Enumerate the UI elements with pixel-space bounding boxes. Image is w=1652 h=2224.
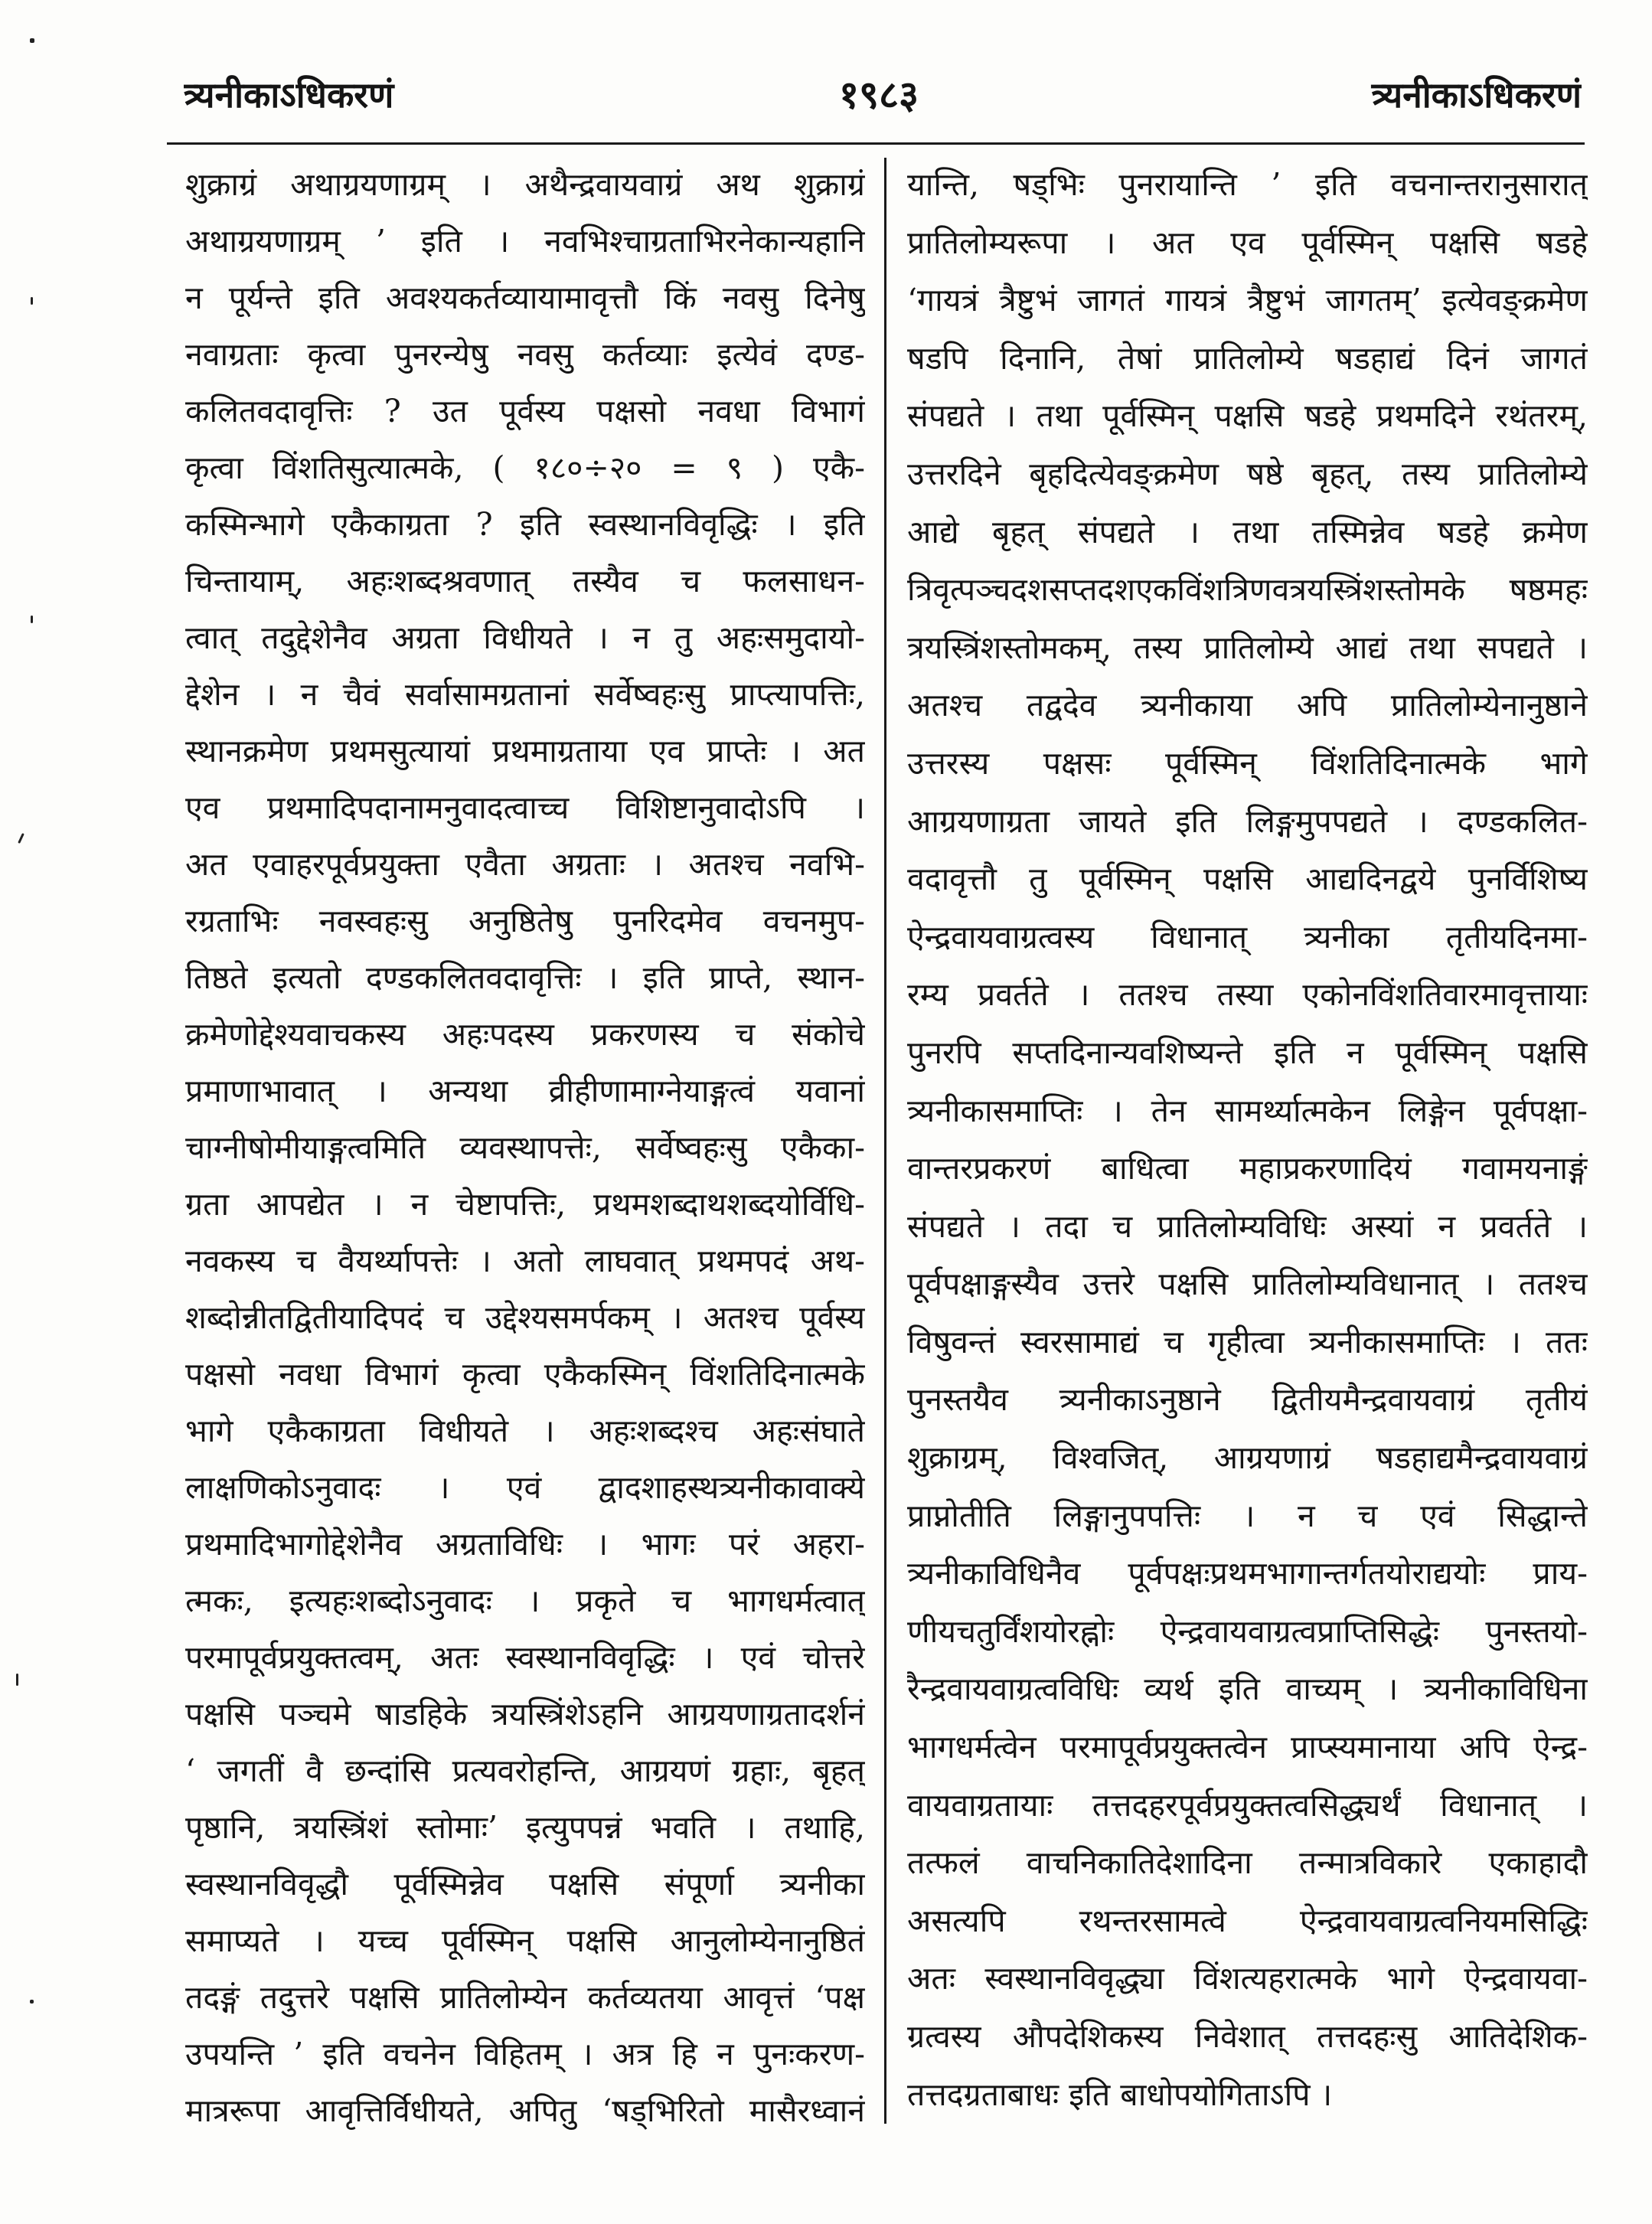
- text-line: रम्य प्रवर्तते । ततश्च तस्या एकोनविंशतिवारमावृत्तायाः: [907, 976, 1588, 1014]
- text-line: लाक्षणिकोऽनुवादः । एवं द्वादशाहस्थत्र्यनीकावाक्ये: [185, 1469, 865, 1506]
- text-line: प्रथमादिभागोद्देशेनैव अग्रताविधिः । भागः परं अहरा-: [185, 1526, 865, 1563]
- text-line: पुनरपि सप्तदिनान्यवशिष्यन्ते इति न पूर्वस्मिन् पक्षसि: [907, 1034, 1588, 1071]
- text-line: तत्फलं वाचनिकातिदेशादिना तन्मात्रविकारे एकाहादौ: [907, 1844, 1588, 1882]
- text-line: त्रिवृत्पञ्चदशसप्तदशएकविंशत्रिणवत्रयस्त्रिंशस्तोमके षष्ठमहः: [907, 571, 1588, 609]
- text-line: एव प्रथमादिपदानामनुवादत्वाच्च विशिष्टानुवादोऽपि ।: [185, 789, 865, 826]
- text-line: वायवाग्रतायाः तत्तदहरपूर्वप्रयुक्तत्वसिद्ध्यर्थं विधानात् ।: [907, 1786, 1588, 1824]
- text-line: आग्रयणाग्रता जायते इति लिङ्गमुपपद्यते । दण्डकलित-: [907, 802, 1588, 840]
- text-line: यान्ति, षड्भिः पुनरायान्ति ’ इति वचनान्तरानुसारात्: [907, 166, 1588, 203]
- text-line: तदङ्गं तदुत्तरे पक्षसि प्रातिलोम्येन कर्तव्यतया आवृत्तं ‘पक्ष: [185, 1979, 865, 2016]
- text-line: पक्षसि पञ्चमे षाडहिके त्रयस्त्रिंशेऽहनि आग्रयणाग्रतादर्शनं: [185, 1696, 865, 1732]
- text-line: कस्मिन्भागे एकैकाग्रता ? इति स्वस्थानविवृद्धिः । इति: [185, 506, 865, 543]
- running-head-left: त्र्यनीकाऽधिकरणं: [184, 74, 394, 116]
- text-line: कृत्वा विंशतिसुत्यात्मके, ( १८०÷२० = ९ ) एकै-: [185, 449, 865, 486]
- text-line: कलितवदावृत्तिः ? उत पूर्वस्य पक्षसो नवधा विभागं: [185, 393, 865, 429]
- text-line: क्रमेणोद्देश्यवाचकस्य अहःपदस्य प्रकरणस्य च संकोचे: [185, 1016, 865, 1053]
- text-line: वान्तरप्रकरणं बाधित्वा महाप्रकरणादियं गवामयनाङ्गं: [907, 1150, 1588, 1187]
- text-line: त्वात् तदुद्देशेनैव अग्रता विधीयते । न तु अहःसमुदायो-: [185, 619, 865, 656]
- column-divider: [884, 158, 886, 2124]
- text-line: भागधर्मत्वेन परमापूर्वप्रयुक्तत्वेन प्राप्स्यमानाया अपि ऐन्द्र-: [907, 1729, 1588, 1766]
- scan-speck: [31, 297, 33, 305]
- text-line: चिन्तायाम्, अहःशब्दश्रवणात् तस्यैव च फलसाधन-: [185, 563, 865, 599]
- text-line: उत्तरस्य पक्षसः पूर्वस्मिन् विंशतिदिनात्मके भागे: [907, 744, 1588, 782]
- text-line: अथाग्रयणाग्रम् ’ इति । नवभिश्चाग्रताभिरनेकान्यहानि: [185, 223, 865, 260]
- text-line: वदावृत्तौ तु पूर्वस्मिन् पक्षसि आद्यदिनद्वये पुनर्विशिष्य: [907, 861, 1588, 898]
- text-line: ग्रता आपद्येत । न चेष्टापत्तिः, प्रथमशब्दाथशब्दयोर्विधि-: [185, 1186, 865, 1223]
- text-line: द्देशेन । न चैवं सर्वासामग्रतानां सर्वेष्वहःसु प्राप्त्यापत्तिः,: [185, 676, 865, 713]
- text-line: विषुवन्तं स्वरसामाद्यं च गृहीत्वा त्र्यनीकासमाप्तिः । ततः: [907, 1323, 1588, 1360]
- text-line: पुनस्तयैव त्र्यनीकाऽनुष्ठाने द्वितीयमैन्द्रवायवाग्रं तृतीयं: [907, 1381, 1588, 1419]
- text-line: त्मकः, इत्यहःशब्दोऽनुवादः । प्रकृते च भागधर्मत्वात्: [185, 1582, 865, 1619]
- text-line: शुक्राग्रं अथाग्रयणाग्रम् । अथैन्द्रवायवाग्रं अथ शुक्राग्रं: [185, 166, 865, 203]
- text-line: अतः स्वस्थानविवृद्ध्या विंशत्यहरात्मके भागे ऐन्द्रवायवा-: [907, 1960, 1588, 1997]
- right-text-column: [907, 156, 1588, 2124]
- text-line: रग्रताभिः नवस्वहःसु अनुष्ठितेषु पुनरिदमेव वचनमुप-: [185, 903, 865, 939]
- text-line: संपद्यते । तथा पूर्वस्मिन् पक्षसि षडहे प्रथमदिने रथंतरम्,: [907, 397, 1588, 435]
- text-line: चाग्नीषोमीयाङ्गत्वमिति व्यवस्थापत्तेः, सर्वेष्वहःसु एकैका-: [185, 1129, 865, 1166]
- text-line: पक्षसो नवधा विभागं कृत्वा एकैकस्मिन् विंशतिदिनात्मके: [185, 1356, 865, 1393]
- text-line: षडपि दिनानि, तेषां प्रातिलोम्ये षडहाद्यं दिनं जागतं: [907, 339, 1588, 377]
- text-line: त्र्यनीकाविधिनैव पूर्वपक्षःप्रथमभागान्तर्गतयोराद्ययोः प्राय-: [907, 1555, 1588, 1592]
- text-line: ऐन्द्रवायवाग्रत्वस्य विधानात् त्र्यनीका तृतीयदिनमा-: [907, 918, 1588, 955]
- text-line: ग्रत्वस्य औपदेशिकस्य निवेशात् तत्तदहःसु आतिदेशिक-: [907, 2018, 1588, 2055]
- running-head-right: त्र्यनीकाऽधिकरणं: [1371, 74, 1582, 116]
- text-line: भागे एकैकाग्रता विधीयते । अहःशब्दश्च अहःसंघाते: [185, 1412, 865, 1449]
- text-line: तिष्ठते इत्यतो दण्डकलितवदावृत्तिः । इति प्राप्ते, स्थान-: [185, 959, 865, 996]
- text-line: शुक्राग्रम्, विश्वजित्, आग्रयणाग्रं षडहाद्यमैन्द्रवायवाग्रं: [907, 1439, 1588, 1477]
- text-line: शब्दोन्नीतद्वितीयादिपदं च उद्देश्यसमर्पकम् । अतश्च पूर्वस्य: [185, 1299, 865, 1336]
- text-line: ‘ जगतीं वै छन्दांसि प्रत्यवरोहन्ति, आग्रयणं ग्रहाः, बृहत्: [185, 1752, 865, 1789]
- text-line: उत्तरदिने बृहदित्येवङ्क्रमेण षष्ठे बृहत्, तस्य प्रातिलोम्ये: [907, 455, 1588, 492]
- scan-speck: [31, 616, 33, 623]
- text-line: ‘गायत्रं त्रैष्टुभं जागतं गायत्रं त्रैष्टुभं जागतम्’ इत्येवङ्क्रमेण: [907, 282, 1588, 319]
- text-line: मात्ररूपा आवृत्तिर्विधीयते, अपितु ‘षड्भिरितो मासैरध्वानं: [185, 2092, 865, 2129]
- text-line: णीयचतुर्विंशयोरह्नोः ऐन्द्रवायवाग्रत्वप्राप्तिसिद्धेः पुनस्तयो-: [907, 1612, 1588, 1650]
- text-line: त्र्यनीकासमाप्तिः । तेन सामर्थ्यात्मकेन लिङ्गेन पूर्वपक्षा-: [907, 1092, 1588, 1129]
- text-line: आद्ये बृहत् संपद्यते । तथा तस्मिन्नेव षडहे क्रमेण: [907, 513, 1588, 550]
- left-text-column: [185, 156, 865, 2139]
- text-line: नवकस्य च वैयर्थ्यापत्तेः । अतो लाघवात् प्रथमपदं अथ-: [185, 1243, 865, 1279]
- text-line: अत एवाहरपूर्वप्रयुक्ता एवैता अग्रताः । अतश्च नवभि-: [185, 846, 865, 883]
- text-line: समाप्यते । यच्च पूर्वस्मिन् पक्षसि आनुलोम्येनानुष्ठितं: [185, 1922, 865, 1959]
- text-line: नवाग्रताः कृत्वा पुनरन्येषु नवसु कर्तव्याः इत्येवं दण्ड-: [185, 336, 865, 373]
- scan-speck: [18, 833, 24, 844]
- text-line: असत्यपि रथन्तरसामत्वे ऐन्द्रवायवाग्रत्वनियमसिद्धिः: [907, 1902, 1588, 1939]
- text-line: पृष्ठानि, त्रयस्त्रिंशं स्तोमाः’ इत्युपपन्नं भवति । तथाहि,: [185, 1809, 865, 1846]
- text-line: प्राप्नोतीति लिङ्गानुपपत्तिः । न च एवं सिद्धान्ते: [907, 1497, 1588, 1534]
- scan-speck: [30, 2000, 34, 2004]
- header-rule: [167, 142, 1585, 145]
- scan-speck: [30, 38, 34, 43]
- text-line: प्रातिलोम्यरूपा । अत एव पूर्वस्मिन् पक्षसि षडहे: [907, 224, 1588, 261]
- text-line: रैन्द्रवायवाग्रत्वविधिः व्यर्थ इति वाच्यम् । त्र्यनीकाविधिना: [907, 1670, 1588, 1708]
- text-line: पूर्वपक्षाङ्गस्यैव उत्तरे पक्षसि प्रातिलोम्यविधानात् । ततश्च: [907, 1265, 1588, 1303]
- text-line: अतश्च तद्वदेव त्र्यनीकाया अपि प्रातिलोम्येनानुष्ठाने: [907, 687, 1588, 724]
- page-number: १९८३: [839, 72, 919, 117]
- text-line: तत्तदग्रताबाधः इति बाधोपयोगिताऽपि ।: [907, 2075, 1333, 2113]
- text-line: स्वस्थानविवृद्धौ पूर्वस्मिन्नेव पक्षसि संपूर्णा त्र्यनीका: [185, 1866, 865, 1902]
- text-line: न पूर्यन्ते इति अवश्यकर्तव्यायामावृत्तौ किं नवसु दिनेषु: [185, 279, 865, 316]
- text-line: संपद्यते । तदा च प्रातिलोम्यविधिः अस्यां न प्रवर्तते ।: [907, 1207, 1588, 1245]
- text-line: परमापूर्वप्रयुक्तत्वम्, अतः स्वस्थानविवृद्धिः । एवं चोत्तरे: [185, 1639, 865, 1676]
- scan-speck: [16, 1674, 18, 1686]
- text-line: प्रमाणाभावात् । अन्यथा व्रीहीणामाग्नेयाङ्गत्वं यवानां: [185, 1073, 865, 1109]
- text-line: स्थानक्रमेण प्रथमसुत्यायां प्रथमाग्रताया एव प्राप्तेः । अत: [185, 733, 865, 769]
- text-line: उपयन्ति ’ इति वचनेन विहितम् । अत्र हि न पुनःकरण-: [185, 2036, 865, 2072]
- text-line: त्रयस्त्रिंशस्तोमकम्, तस्य प्रातिलोम्ये आद्यं तथा सपद्यते ।: [907, 629, 1588, 666]
